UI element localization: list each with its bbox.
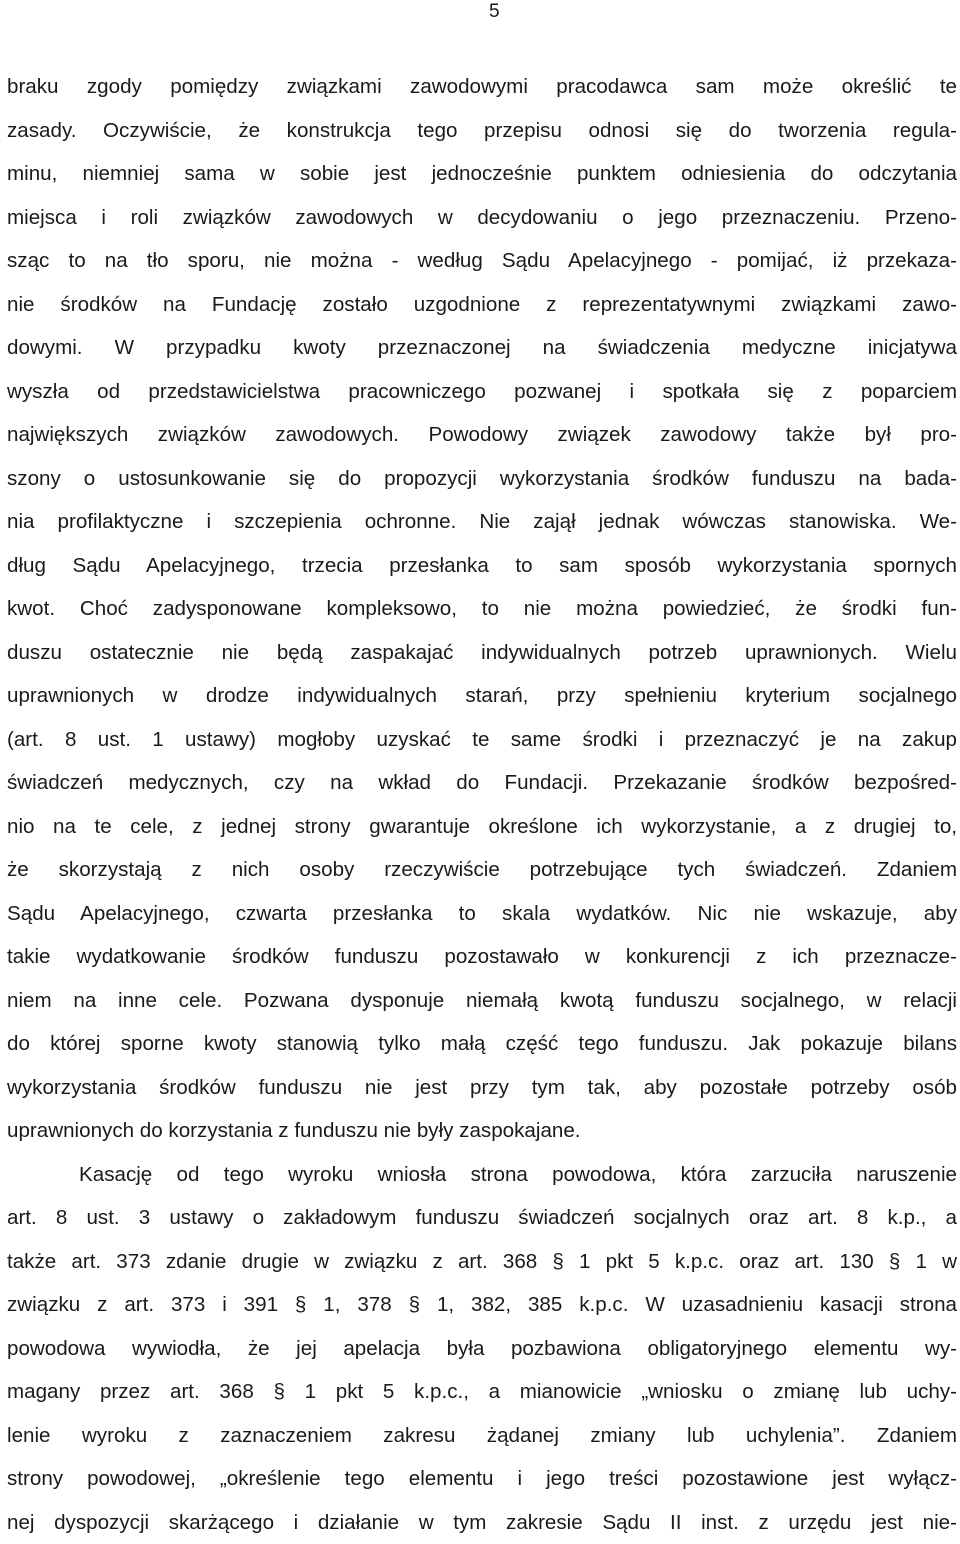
text-line: powodowa wywiodła, że jej apelacja była pozbawiona obligatoryjnego elementu wy- <box>7 1327 957 1371</box>
text-line: art. 8 ust. 3 ustawy o zakładowym funduszu świadczeń socjalnych oraz art. 8 k.p., a <box>7 1196 957 1240</box>
text-line: wykorzystania środków funduszu nie jest przy tym tak, aby pozostałe potrzeby osób <box>7 1066 957 1110</box>
page-number: 5 <box>489 0 500 24</box>
text-line: sząc to na tło sporu, nie można - według Sądu Apelacyjnego - pomijać, iż przekaza- <box>7 239 957 283</box>
text-line: wyszła od przedstawicielstwa pracowniczego pozwanej i spotkała się z poparciem <box>7 370 957 414</box>
text-line: braku zgody pomiędzy związkami zawodowymi pracodawca sam może określić te <box>7 65 957 109</box>
text-line: minu, niemniej sama w sobie jest jednocześnie punktem odniesienia do odczytania <box>7 152 957 196</box>
text-line: dług Sądu Apelacyjnego, trzecia przesłanka to sam sposób wykorzystania spornych <box>7 544 957 588</box>
paragraph-2 <box>7 1153 957 1544</box>
text-line: nie środków na Fundację zostało uzgodnione z reprezentatywnymi związkami zawo- <box>7 283 957 327</box>
text-line: lenie wyroku z zaznaczeniem zakresu żądanej zmiany lub uchylenia”. Zdaniem <box>7 1414 957 1458</box>
text-line: nio na te cele, z jednej strony gwarantuje określone ich wykorzystanie, a z drugiej to, <box>7 805 957 849</box>
text-line: do której sporne kwoty stanowią tylko małą część tego funduszu. Jak pokazuje bilans <box>7 1022 957 1066</box>
paragraph-1 <box>7 65 957 1153</box>
text-line: strony powodowej, „określenie tego elementu i jego treści pozostawione jest wyłącz- <box>7 1457 957 1501</box>
text-line: dowymi. W przypadku kwoty przeznaczonej na świadczenia medyczne inicjatywa <box>7 326 957 370</box>
text-line: nia profilaktyczne i szczepienia ochronne. Nie zajął jednak wówczas stanowiska. We- <box>7 500 957 544</box>
text-line: uprawnionych w drodze indywidualnych starań, przy spełnieniu kryterium socjalnego <box>7 674 957 718</box>
text-line: świadczeń medycznych, czy na wkład do Fundacji. Przekazanie środków bezpośred- <box>7 761 957 805</box>
text-line: szony o ustosunkowanie się do propozycji wykorzystania środków funduszu na bada- <box>7 457 957 501</box>
text-line: nej dyspozycji skarżącego i działanie w tym zakresie Sądu II inst. z urzędu jest nie- <box>7 1501 957 1544</box>
text-line: miejsca i roli związków zawodowych w decydowaniu o jego przeznaczeniu. Przeno- <box>7 196 957 240</box>
text-line: związku z art. 373 i 391 § 1, 378 § 1, 382, 385 k.p.c. W uzasadnieniu kasacji strona <box>7 1283 957 1327</box>
document-body <box>7 65 957 1544</box>
text-line: zasady. Oczywiście, że konstrukcja tego przepisu odnosi się do tworzenia regula- <box>7 109 957 153</box>
text-line: Kasację od tego wyroku wniosła strona powodowa, która zarzuciła naruszenie <box>7 1153 957 1197</box>
text-line: największych związków zawodowych. Powodowy związek zawodowy także był pro- <box>7 413 957 457</box>
text-line: niem na inne cele. Pozwana dysponuje niemałą kwotą funduszu socjalnego, w relacji <box>7 979 957 1023</box>
text-line: uprawnionych do korzystania z funduszu nie były zaspokajane. <box>7 1109 957 1153</box>
text-line: takie wydatkowanie środków funduszu pozostawało w konkurencji z ich przeznacze- <box>7 935 957 979</box>
text-line: Sądu Apelacyjnego, czwarta przesłanka to skala wydatków. Nic nie wskazuje, aby <box>7 892 957 936</box>
text-line: że skorzystają z nich osoby rzeczywiście potrzebujące tych świadczeń. Zdaniem <box>7 848 957 892</box>
text-line: magany przez art. 368 § 1 pkt 5 k.p.c., a mianowicie „wniosku o zmianę lub uchy- <box>7 1370 957 1414</box>
text-line: także art. 373 zdanie drugie w związku z art. 368 § 1 pkt 5 k.p.c. oraz art. 130 § 1 w <box>7 1240 957 1284</box>
text-line: (art. 8 ust. 1 ustawy) mogłoby uzyskać te same środki i przeznaczyć je na zakup <box>7 718 957 762</box>
text-line: kwot. Choć zadysponowane kompleksowo, to nie można powiedzieć, że środki fun- <box>7 587 957 631</box>
text-line: duszu ostatecznie nie będą zaspakajać indywidualnych potrzeb uprawnionych. Wielu <box>7 631 957 675</box>
